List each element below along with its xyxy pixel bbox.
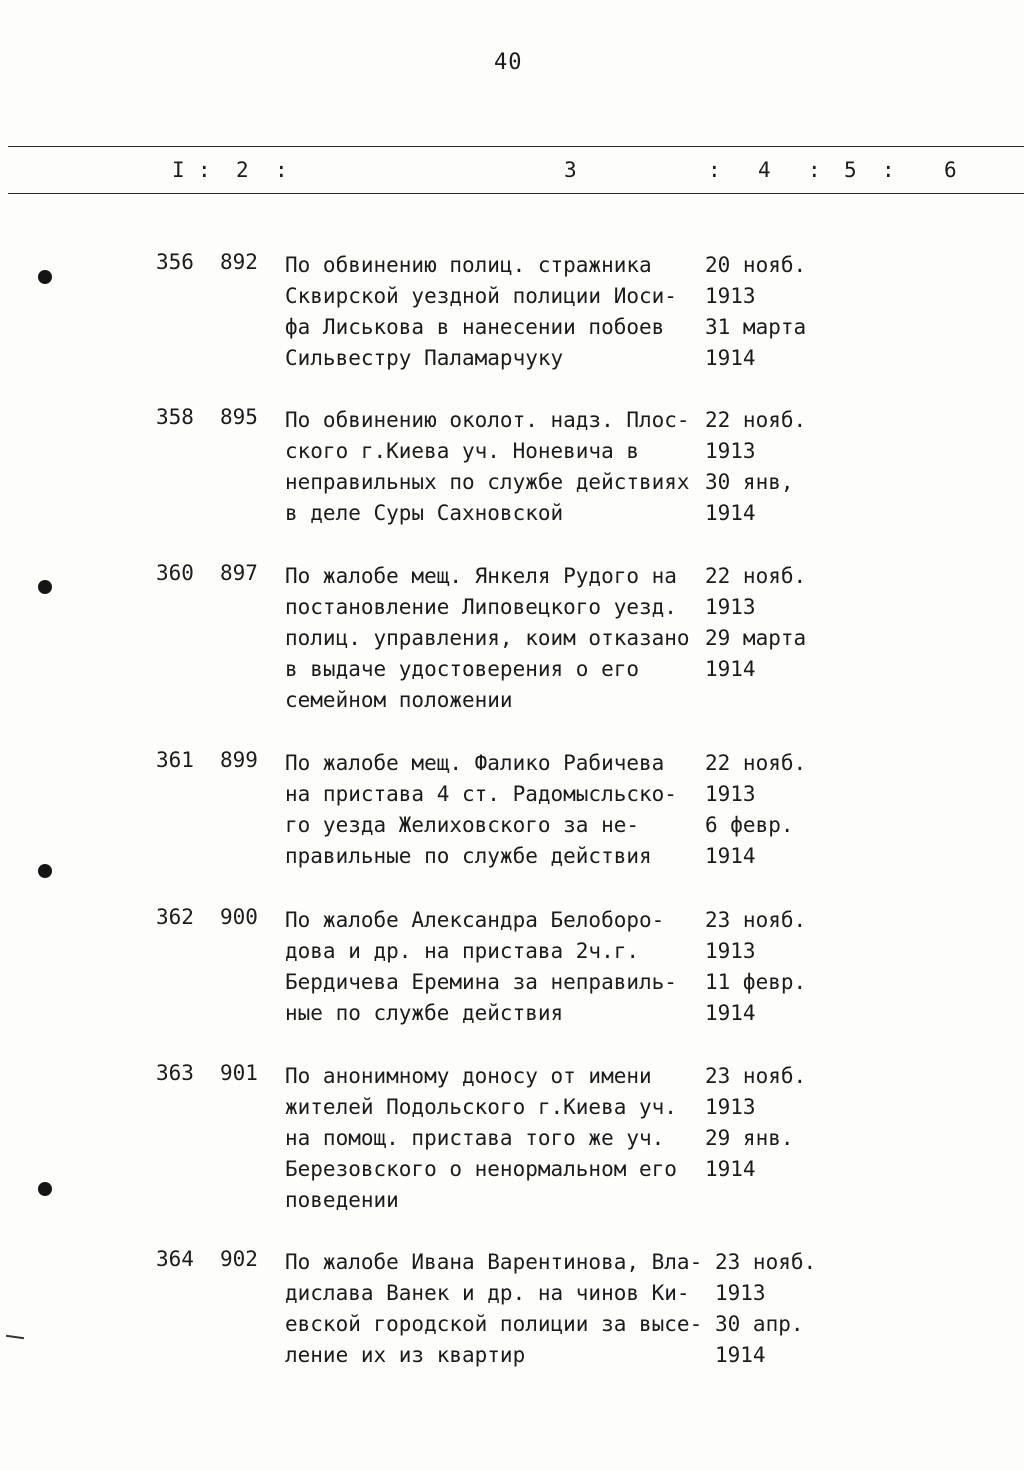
- column-header-1: I: [172, 158, 185, 182]
- header-top-rule: [8, 146, 1024, 147]
- description-line: Бердичева Еремина за неправиль-: [285, 970, 677, 994]
- description-line: неправильных по службе действиях: [285, 470, 690, 494]
- punch-hole-mark: [38, 1182, 52, 1196]
- entry-description: [285, 1247, 705, 1371]
- description-line: семейном положении: [285, 688, 513, 712]
- entry-dates: [705, 748, 825, 872]
- description-line: ные по службе действия: [285, 1001, 564, 1025]
- description-line: полиц. управления, коим отказано: [285, 626, 690, 650]
- date-line: 22 нояб.: [705, 408, 807, 432]
- description-line: дислава Ванек и др. на чинов Ки-: [285, 1281, 690, 1305]
- document-number: 899: [220, 748, 258, 772]
- punch-hole-mark: [38, 864, 52, 878]
- entry-number: 358: [156, 405, 194, 429]
- header-bottom-rule: [8, 193, 1024, 194]
- entry-number: 364: [156, 1247, 194, 1271]
- entry-description: [285, 1061, 705, 1216]
- date-line: 1914: [705, 346, 756, 370]
- entry-number: 356: [156, 250, 194, 274]
- punch-hole-mark: [38, 270, 52, 284]
- description-line: го уезда Желиховского за не-: [285, 813, 640, 837]
- entry-dates: [705, 561, 825, 685]
- description-line: ского г.Киева уч. Ноневича в: [285, 439, 640, 463]
- date-line: 1913: [715, 1281, 766, 1305]
- document-number: 901: [220, 1061, 258, 1085]
- description-line: Сквирской уездной полиции Иоси-: [285, 284, 677, 308]
- date-line: 1913: [705, 439, 756, 463]
- margin-scratch-mark: [6, 1335, 24, 1339]
- description-line: Сильвестру Паламарчуку: [285, 346, 564, 370]
- entry-dates: [705, 250, 825, 374]
- column-separator: :: [882, 158, 895, 182]
- entry-description: [285, 561, 705, 716]
- document-number: 892: [220, 250, 258, 274]
- punch-hole-mark: [38, 580, 52, 594]
- description-line: По анонимному доносу от имени: [285, 1064, 652, 1088]
- column-header-3: 3: [564, 158, 577, 182]
- entry-number: 363: [156, 1061, 194, 1085]
- description-line: на пристава 4 ст. Радомысльско-: [285, 782, 677, 806]
- column-header-6: 6: [944, 158, 957, 182]
- column-separator: :: [198, 158, 211, 182]
- description-line: По жалобе Александра Белоборо-: [285, 908, 665, 932]
- date-line: 29 янв.: [705, 1126, 794, 1150]
- date-line: 1914: [705, 1157, 756, 1181]
- date-line: 1914: [705, 844, 756, 868]
- description-line: поведении: [285, 1188, 399, 1212]
- description-line: Березовского о ненормальном его: [285, 1157, 677, 1181]
- document-number: 902: [220, 1247, 258, 1271]
- date-line: 1913: [705, 595, 756, 619]
- column-header-4: 4: [758, 158, 771, 182]
- date-line: 20 нояб.: [705, 253, 807, 277]
- column-separator: :: [808, 158, 821, 182]
- description-line: По жалобе мещ. Фалико Рабичева: [285, 751, 665, 775]
- date-line: 29 марта: [705, 626, 807, 650]
- entry-description: [285, 250, 705, 374]
- description-line: По жалобе Ивана Варентинова, Вла-: [285, 1250, 703, 1274]
- date-line: 23 нояб.: [705, 908, 807, 932]
- date-line: 22 нояб.: [705, 564, 807, 588]
- date-line: 1914: [705, 657, 756, 681]
- date-line: 11 февр.: [705, 970, 807, 994]
- entry-description: [285, 405, 705, 529]
- entry-description: [285, 748, 705, 872]
- date-line: 6 февр.: [705, 813, 794, 837]
- entry-number: 361: [156, 748, 194, 772]
- date-line: 30 янв,: [705, 470, 794, 494]
- document-number: 897: [220, 561, 258, 585]
- page-number: 40: [494, 50, 523, 75]
- date-line: 1914: [715, 1343, 766, 1367]
- description-line: евской городской полиции за высе-: [285, 1312, 703, 1336]
- description-line: фа Лиськова в нанесении побоев: [285, 315, 665, 339]
- date-line: 1913: [705, 782, 756, 806]
- entry-dates: [705, 1061, 825, 1185]
- document-number: 895: [220, 405, 258, 429]
- description-line: в деле Суры Сахновской: [285, 501, 564, 525]
- column-header-2: 2: [236, 158, 249, 182]
- column-separator: :: [708, 158, 721, 182]
- description-line: в выдаче удостоверения о его: [285, 657, 640, 681]
- description-line: правильные по службе действия: [285, 844, 652, 868]
- date-line: 1913: [705, 1095, 756, 1119]
- date-line: 1913: [705, 939, 756, 963]
- document-number: 900: [220, 905, 258, 929]
- date-line: 23 нояб.: [705, 1064, 807, 1088]
- description-line: ление их из квартир: [285, 1343, 526, 1367]
- entry-dates: [705, 905, 825, 1029]
- date-line: 22 нояб.: [705, 751, 807, 775]
- date-line: 1913: [705, 284, 756, 308]
- entry-number: 362: [156, 905, 194, 929]
- date-line: 30 апр.: [715, 1312, 804, 1336]
- description-line: жителей Подольского г.Киева уч.: [285, 1095, 677, 1119]
- date-line: 1914: [705, 1001, 756, 1025]
- entry-dates: [715, 1247, 835, 1371]
- description-line: По обвинению полиц. стражника: [285, 253, 652, 277]
- description-line: постановление Липовецкого уезд.: [285, 595, 677, 619]
- entry-description: [285, 905, 705, 1029]
- description-line: дова и др. на пристава 2ч.г.: [285, 939, 640, 963]
- description-line: на помощ. пристава того же уч.: [285, 1126, 665, 1150]
- description-line: По жалобе мещ. Янкеля Рудого на: [285, 564, 677, 588]
- date-line: 23 нояб.: [715, 1250, 817, 1274]
- date-line: 31 марта: [705, 315, 807, 339]
- column-separator: :: [275, 158, 288, 182]
- entry-dates: [705, 405, 825, 529]
- entry-number: 360: [156, 561, 194, 585]
- description-line: По обвинению околот. надз. Плос-: [285, 408, 690, 432]
- column-header-5: 5: [844, 158, 857, 182]
- date-line: 1914: [705, 501, 756, 525]
